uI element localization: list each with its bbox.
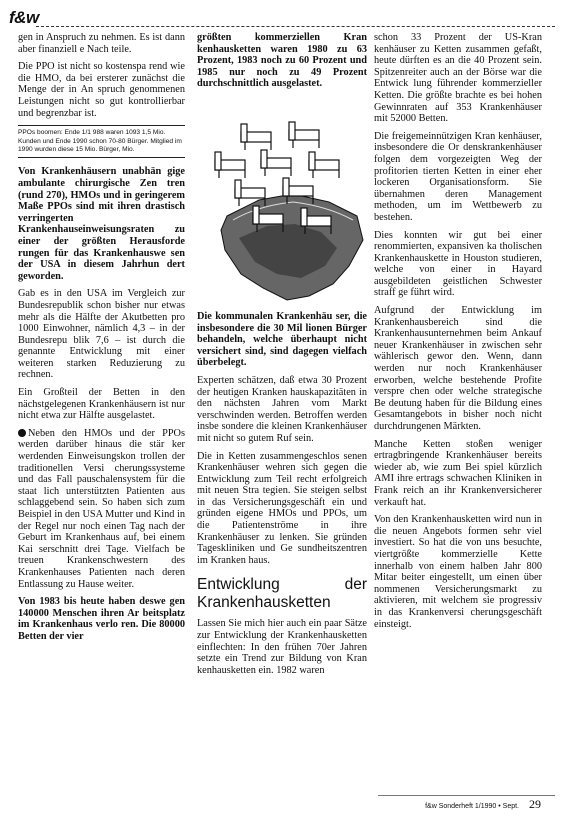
illustration-caption: Die kommunalen Krankenhäu ser, die insbesondere die 30 Mil lionen Bürger behandeln, welche überhaupt nicht versichert sind, sind dagegen vielfach überbelegt.: [197, 310, 367, 369]
paragraph: Die PPO ist nicht so kostenspa rend wie die HMO, da bei ersterer zunächst die Menge der in An spruch genommenen Leistungen nicht so gut kontrollierbar und begrenzbar ist.: [18, 61, 185, 119]
paragraph: Experten schätzen, daß etwa 30 Prozent der heutigen Kranken hauskapazitäten in den nächsten Jahren vom Markt verschwinden werden. Betroffen werden insbe sondere die kleinen Krankenhäuser mit nicht so gutem Ruf sein.: [197, 374, 367, 444]
paragraph: Lassen Sie mich hier auch ein paar Sätze zur Entwicklung der Krankenhausketten einflechten: In den frühen 70er Jahren setzte ein Trend zur Bildung von Kran kenhausketten ein. 1982 waren: [197, 618, 367, 676]
paragraph: Aufgrund der Entwicklung im Krankenhausbereich sind die Krankenhausunternehmen beim Ankauf neuer Krankenhäuser in zwischen sehr wählerisch gewor den. Wenn, dann werden nur noch Krankenhäuser erworben, welche bestehende Profite verspre chen oder welche strategische Be deutung haben für die Bildung eines Gesamtangebots in bisher noch nicht durchdrungenen Märkten.: [374, 305, 542, 432]
paragraph-text: Neben den HMOs und der PPOs werden darüber hinaus die stär ker werdenden Einweisungskon trollen der traditionellen Versi cherungssysteme und das Fall pauschalensystem für die staat lich unterstützten Patienten aus schlaggebend sein. So haben sich zum Beispiel in den USA Mutter und Kind in der Regel nur noch einen Tag nach der Geburt im Krankenhaus auf, bei einem Kai serschnitt drei Tage. Vielfach be treuen Krankenschwestern des Krankenhauses Patienten nach deren Entlassung zu Hause weiter.: [18, 427, 185, 590]
paragraph: gen in Anspruch zu nehmen. Es ist dann aber finanziell e Nach teile.: [18, 32, 185, 55]
bold-paragraph: Von Krankenhäusern unabhän gige ambulante chirurgische Zen tren (rund 270), HMOs und in geringerem Maße PPOs sind mit ihren drastisch verringerten Krankenhauseinweisungsraten zu einer der größten Herausforde rungen für das Krankenhauswe sen der USA in diesem Jahrhun dert geworden.: [18, 166, 185, 282]
paragraph: Gab es in den USA im Vergleich zur Bundesrepublik schon bisher nur etwas mehr als die Hälfte der Akutbetten pro 1000 Einwohner, nämlich 4,3 – in der Bundesrepu blik 7,6 – ist durch die genannte Entwicklung mit einer weiteren starken Reduzierung zu rechnen.: [18, 288, 185, 381]
column-3: [374, 32, 542, 636]
bullet-icon: [18, 429, 26, 437]
magazine-logo: f&w: [9, 8, 39, 27]
page-number: 29: [529, 797, 541, 811]
info-box: PPOs boomen: Ende 1/1 988 waren 1093 1,5 Mio. Kunden und Ende 1990 schon 70-80 Bürger. Mitglied im 1990 wurden diese 15 Mio. Bürger, Mio.: [18, 125, 185, 158]
bold-paragraph: Von 1983 bis heute haben deswe gen 140000 Menschen ihren Ar beitsplatz im Krankenhaus verlo ren. Die 80000 Betten der vier: [18, 596, 185, 642]
page-footer: [425, 797, 541, 812]
paragraph: Dies konnten wir gut bei einer renommierten, expansiven ka tholischen Krankenhauskette in Houston studieren, welche von einer in Hayard ausgebildeten geistlichen Schwester straff ge führt wird.: [374, 229, 542, 299]
paragraph: Ein Großteil der Betten in den nächstgelegenen Krankenhäusern ist nur nicht etwa zur Hälfte ausgelastet.: [18, 387, 185, 422]
paragraph: Von den Krankenhausketten wird nun in die neuen Angebots formen sehr viel investiert. So hat die von uns besuchte, viertgrößte kommerzielle Kette innerhalb von einem halben Jahr 800 Mitar beiter eingestellt, um einen über nommenen Versicherungsmarkt zu aktivieren, mit welchem sie progressiv in das Krankenversi cherungsgeschäft einsteigt.: [374, 514, 542, 630]
column-2: [197, 32, 367, 682]
paragraph: Die freigemeinnützigen Kran kenhäuser, insbesondere die Or denskrankenhäuser folgen dem vorgezeigten Weg der profitorien tierten Ketten in einer eher lockeren Organisationsform. Sie übernahmen deren Management methoden, um im Wettbewerb zu bestehen.: [374, 130, 542, 223]
hospital-beds-map-illustration: [197, 98, 367, 303]
bold-paragraph: größten kommerziellen Kran kenhausketten waren 1980 zu 63 Prozent, 1983 noch zu 60 Prozent und 1985 nur noch zu 49 Prozent durchschnittlich ausgelastet.: [197, 32, 367, 90]
header-rule: [36, 26, 555, 27]
section-heading: Entwicklung der Krankenhausketten: [197, 576, 367, 612]
paragraph: schon 33 Prozent der US-Kran kenhäuser zu Ketten zusammen gefaßt, heute dürften es an die 40 Prozent sein. Spitzenreiter auch an der Börse war die Entwick lung führender kommerzieller Ketten. Die größte brachte es bei hohen Gewinnraten auf 353 Krankenhäuser mit 52000 Betten.: [374, 32, 542, 125]
footer-rule: [378, 795, 555, 796]
column-1: [18, 32, 185, 649]
paragraph: Manche Ketten stoßen weniger ertragbringende Krankenhäuser bereits wieder ab, wie zum Bei spiel kürzlich AMI ihre ertrags schwachen Kliniken in Frank reich an ihr Krankenversicherer verkauft hat.: [374, 438, 542, 508]
footer-text: f&w Sonderheft 1/1990 • Sept.: [425, 803, 519, 810]
paragraph: Die in Ketten zusammengeschlos senen Krankenhäuser wehren sich gegen die Entwicklung zum Teil recht erfolgreich mit neuen Stra tegien. Sie steigen selbst in das Versicherungsgeschäft ein und gründen eigene HMOs und PPOs, um die Patientenströme in ihre Krankenhäuser zu lenken. Sie gründen Tageskliniken und Ge sundheitszentren im Kranken haus.: [197, 450, 367, 566]
paragraph-with-bullet: [18, 428, 185, 590]
